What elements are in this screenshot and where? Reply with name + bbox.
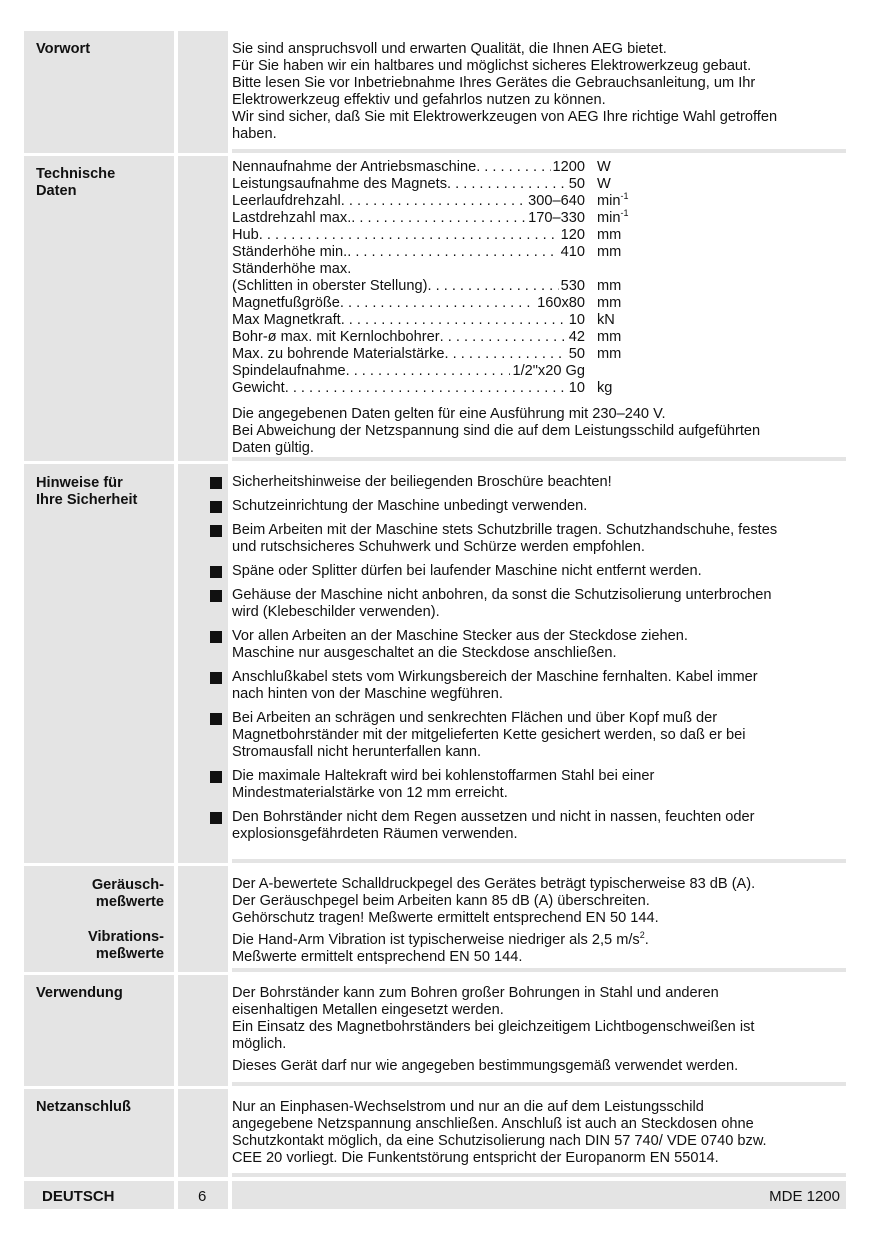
spec-value: 42 [568, 329, 585, 345]
spec-value: 120 [560, 227, 585, 243]
label-line: Geräusch- [91, 877, 164, 893]
list-item [232, 628, 846, 662]
dot-leader [285, 380, 567, 397]
list-item [232, 669, 846, 703]
section-text [232, 464, 846, 863]
superscript: -1 [620, 191, 629, 202]
spec-unit [585, 295, 645, 312]
list-item [232, 768, 846, 802]
label-line: meßwerte [95, 946, 164, 962]
label-line: Daten [36, 183, 77, 199]
margin-cell [178, 1089, 228, 1177]
text-line: Magnetbohrständer mit der mitgelieferten Kette gesichert werden, so daß er bei [232, 727, 746, 743]
text-line: Gehäuse der Maschine nicht anbohren, da sonst die Schutzisolierung unterbrochen [232, 587, 772, 603]
text-line: Der Bohrständer kann zum Bohren großer Bohrungen in Stahl und anderen [232, 985, 719, 1001]
square-bullet-icon [210, 477, 222, 489]
spec-unit [585, 176, 645, 193]
section-text [232, 31, 846, 153]
square-bullet-icon [210, 590, 222, 602]
section-label: Vorwort [36, 41, 91, 57]
square-bullet-icon [210, 501, 222, 513]
spec-value: 530 [560, 278, 585, 294]
square-bullet-icon [210, 812, 222, 824]
text-line: Die maximale Haltekraft wird bei kohlenstoffarmen Stahl bei einer [232, 768, 655, 784]
spec-value: 10 [568, 380, 585, 396]
label-line: Ihre Sicherheit [36, 492, 138, 508]
section-label: Verwendung [36, 985, 123, 1001]
text-line: Beim Arbeiten mit der Maschine stets Schutzbrille tragen. Schutzhandschuhe, festes [232, 522, 778, 538]
dot-leader [346, 363, 511, 380]
footer-language-cell [24, 1181, 174, 1209]
section-messwerte [24, 866, 846, 972]
square-bullet-icon [210, 771, 222, 783]
dot-leader [476, 159, 550, 176]
vibration-text: Die Hand-Arm Vibration ist typischerweise niedriger als 2,5 m/s [232, 932, 640, 948]
unit-text: mm [597, 329, 622, 345]
text-line: Der Geräuschpegel beim Arbeiten kann 85 dB (A) überschreiten. [232, 893, 650, 909]
list-item [232, 587, 846, 621]
unit-text: W [597, 159, 611, 175]
spec-unit [585, 380, 645, 397]
square-bullet-icon [210, 566, 222, 578]
text-line: Für Sie haben wir ein haltbares und möglichst sicheres Elektrowerkzeug gebaut. [232, 58, 752, 74]
unit-text: mm [597, 227, 622, 243]
section-verwendung [24, 975, 846, 1086]
spec-value: 170–330 [528, 210, 585, 226]
dot-leader [340, 295, 535, 312]
spec-row [232, 278, 645, 295]
spec-row [232, 193, 645, 210]
spec-value: 1200 [552, 159, 585, 175]
spec-row [232, 312, 645, 329]
dot-leader [341, 312, 567, 329]
spec-table [232, 159, 645, 397]
spec-unit [585, 210, 645, 227]
unit-text: min [597, 210, 621, 226]
section-label: Netzanschluß [36, 1099, 131, 1115]
section-label [36, 166, 115, 200]
text-line: Bitte lesen Sie vor Inbetriebnahme Ihres Gerätes die Gebrauchsanleitung, um Ihr [232, 75, 756, 91]
section-label [36, 475, 137, 509]
text-line: und rutschsicheres Schuhwerk und Schürze werden empfohlen. [232, 539, 645, 555]
spec-key: Lastdrehzahl max. [232, 210, 352, 226]
spec-unit [585, 278, 645, 295]
spec-key: (Schlitten in oberster Stellung) [232, 278, 428, 294]
spec-row [232, 244, 645, 261]
margin-cell [178, 975, 228, 1086]
square-bullet-icon [210, 672, 222, 684]
section-text [232, 1089, 846, 1177]
spec-unit [585, 329, 645, 346]
unit-text: mm [597, 244, 622, 260]
spec-row [232, 363, 645, 380]
text-line: angegebene Netzspannung anschließen. Anschluß ist auch an Steckdosen ohne [232, 1116, 754, 1132]
section-technische-daten [24, 156, 846, 461]
list-item [232, 809, 846, 843]
section-label-cell [24, 1089, 174, 1177]
text-line: Späne oder Splitter dürfen bei laufender Maschine nicht entfernt werden. [232, 563, 702, 579]
footer-page-cell [178, 1181, 228, 1209]
text-line: Vor allen Arbeiten an der Maschine Stecker aus der Steckdose ziehen. [232, 628, 688, 644]
text-line: Anschlußkabel stets vom Wirkungsbereich der Maschine fernhalten. Kabel immer [232, 669, 758, 685]
spec-value: 10 [568, 312, 585, 328]
text-line: haben. [232, 126, 277, 142]
spec-row [232, 380, 645, 397]
unit-text: kg [597, 380, 613, 396]
spec-unit [585, 159, 645, 176]
unit-text: mm [597, 295, 622, 311]
spec-row [232, 159, 645, 176]
spec-unit [585, 363, 645, 380]
dot-leader [428, 278, 559, 295]
unit-text: kN [597, 312, 615, 328]
margin-cell [178, 464, 228, 863]
dot-leader [341, 193, 526, 210]
spec-unit [585, 312, 645, 329]
superscript: -1 [620, 208, 629, 219]
text-line: Stromausfall nicht herunterfallen kann. [232, 744, 482, 760]
text-line: Maschine nur ausgeschaltet an die Steckdose anschließen. [232, 645, 617, 661]
spec-value: 50 [568, 346, 585, 362]
unit-text: min [597, 193, 621, 209]
section-label-cell [24, 31, 174, 153]
spec-unit [585, 346, 645, 363]
text-line: Den Bohrständer nicht dem Regen aussetzen und nicht in nassen, feuchten oder [232, 809, 755, 825]
spec-value: 1/2"x20 Gg [512, 363, 585, 379]
section-label-cell [24, 975, 174, 1086]
section-label-cell [24, 464, 174, 863]
superscript: 2 [639, 930, 645, 941]
text-line: eisenhaltigen Metallen eingesetzt werden. [232, 1002, 504, 1018]
section-label [88, 877, 164, 963]
page-number: 6 [198, 1188, 207, 1205]
text-line: Schutzeinrichtung der Maschine unbedingt verwenden. [232, 498, 588, 514]
unit-text: W [597, 176, 611, 192]
spec-key: Bohr-ø max. mit Kernlochbohrer [232, 329, 440, 345]
text-line: möglich. [232, 1036, 287, 1052]
text-line: wird (Klebeschilder verwenden). [232, 604, 440, 620]
dot-leader [347, 244, 558, 261]
text-line [232, 932, 846, 949]
spec-value: 300–640 [528, 193, 585, 209]
spec-unit [585, 227, 645, 244]
dot-leader [447, 176, 567, 193]
list-item [232, 522, 846, 556]
list-item [232, 710, 846, 761]
spec-unit [585, 244, 645, 261]
section-text [232, 866, 846, 972]
spec-row [232, 176, 645, 193]
section-label-cell [24, 866, 174, 972]
spec-key: Leerlaufdrehzahl [232, 193, 341, 209]
list-item [232, 563, 846, 580]
text-line: Bei Arbeiten an schrägen und senkrechten Flächen und über Kopf muß der [232, 710, 718, 726]
text-line: Nur an Einphasen-Wechselstrom und nur an die auf dem Leistungsschild [232, 1099, 704, 1115]
section-netzanschluss [24, 1089, 846, 1177]
text-line: Elektrowerkzeug effektiv und gefahrlos nutzen zu können. [232, 92, 606, 108]
text-line: Schutzkontakt möglich, da eine Schutzisolierung nach DIN 57 740/ VDE 0740 bzw. [232, 1133, 767, 1149]
list-item [232, 474, 846, 491]
margin-cell [178, 866, 228, 972]
text-line: Die angegebenen Daten gelten für eine Ausführung mit 230–240 V. [232, 406, 666, 422]
square-bullet-icon [210, 525, 222, 537]
footer-language: DEUTSCH [42, 1188, 115, 1205]
spec-key: Max Magnetkraft [232, 312, 341, 328]
dot-leader [445, 346, 567, 363]
spec-key: Max. zu bohrende Materialstärke [232, 346, 445, 362]
footer-model-cell [232, 1181, 846, 1209]
margin-cell [178, 156, 228, 461]
spec-value: 160x80 [537, 295, 585, 311]
margin-cell [178, 31, 228, 153]
text-line: CEE 20 vorliegt. Die Funkentstörung entspricht der Europanorm EN 55014. [232, 1150, 719, 1166]
section-vorwort [24, 31, 846, 153]
section-text [232, 975, 846, 1086]
text-line: explosionsgefährdeten Räumen verwenden. [232, 826, 518, 842]
spec-key: Gewicht [232, 380, 285, 396]
spec-key: Ständerhöhe min. [232, 244, 348, 260]
text-line: Mindestmaterialstärke von 12 mm erreicht. [232, 785, 508, 801]
list-item [232, 498, 846, 515]
text-line: Sicherheitshinweise der beiliegenden Broschüre beachten! [232, 474, 612, 490]
unit-text: mm [597, 346, 622, 362]
model-name: MDE 1200 [769, 1188, 840, 1205]
spec-value: 410 [560, 244, 585, 260]
spec-row [232, 261, 645, 278]
text-line: Daten gültig. [232, 440, 314, 456]
section-text [232, 156, 846, 461]
text-line: Bei Abweichung der Netzspannung sind die auf dem Leistungsschild aufgeführten [232, 423, 761, 439]
spec-key: Spindelaufnahme [232, 363, 346, 379]
page-footer [24, 1181, 846, 1209]
section-hinweise [24, 464, 846, 863]
text-line: Dieses Gerät darf nur wie angegeben bestimmungsgemäß verwendet werden. [232, 1058, 739, 1074]
spec-key: Magnetfußgröße [232, 295, 340, 311]
unit-text: mm [597, 278, 622, 294]
text-line: Ein Einsatz des Magnetbohrständers bei gleichzeitigem Lichtbogenschweißen ist [232, 1019, 755, 1035]
punctuation: . [644, 932, 649, 948]
spec-key: Ständerhöhe max. [232, 261, 352, 277]
text-line: Sie sind anspruchsvoll und erwarten Qualität, die Ihnen AEG bietet. [232, 41, 667, 57]
spec-unit [585, 193, 645, 210]
spec-key: Nennaufnahme der Antriebsmaschine [232, 159, 477, 175]
section-label-cell [24, 156, 174, 461]
safety-list [232, 474, 846, 850]
spec-row [232, 329, 645, 346]
dot-leader [440, 329, 567, 346]
text-line: Der A-bewertete Schalldruckpegel des Gerätes beträgt typischerweise 83 dB (A). [232, 876, 756, 892]
text-line: nach hinten von der Maschine wegführen. [232, 686, 503, 702]
spec-row [232, 210, 645, 227]
dot-leader [259, 227, 559, 244]
spec-row [232, 227, 645, 244]
label-line: Hinweise für [36, 475, 123, 491]
text-line: Wir sind sicher, daß Sie mit Elektrowerkzeugen von AEG Ihre richtige Wahl getroffen [232, 109, 778, 125]
spec-key: Leistungsaufnahme des Magnets [232, 176, 447, 192]
spec-value: 50 [568, 176, 585, 192]
label-line: meßwerte [95, 894, 164, 910]
square-bullet-icon [210, 631, 222, 643]
label-line: Technische [36, 166, 116, 182]
label-line: Vibrations- [88, 929, 164, 945]
spec-row [232, 346, 645, 363]
text-line: Gehörschutz tragen! Meßwerte ermittelt entsprechend EN 50 144. [232, 910, 659, 926]
spec-key: Hub [232, 227, 259, 243]
dot-leader [351, 210, 526, 227]
spec-row [232, 295, 645, 312]
text-line: Meßwerte ermittelt entsprechend EN 50 144. [232, 949, 523, 965]
square-bullet-icon [210, 713, 222, 725]
